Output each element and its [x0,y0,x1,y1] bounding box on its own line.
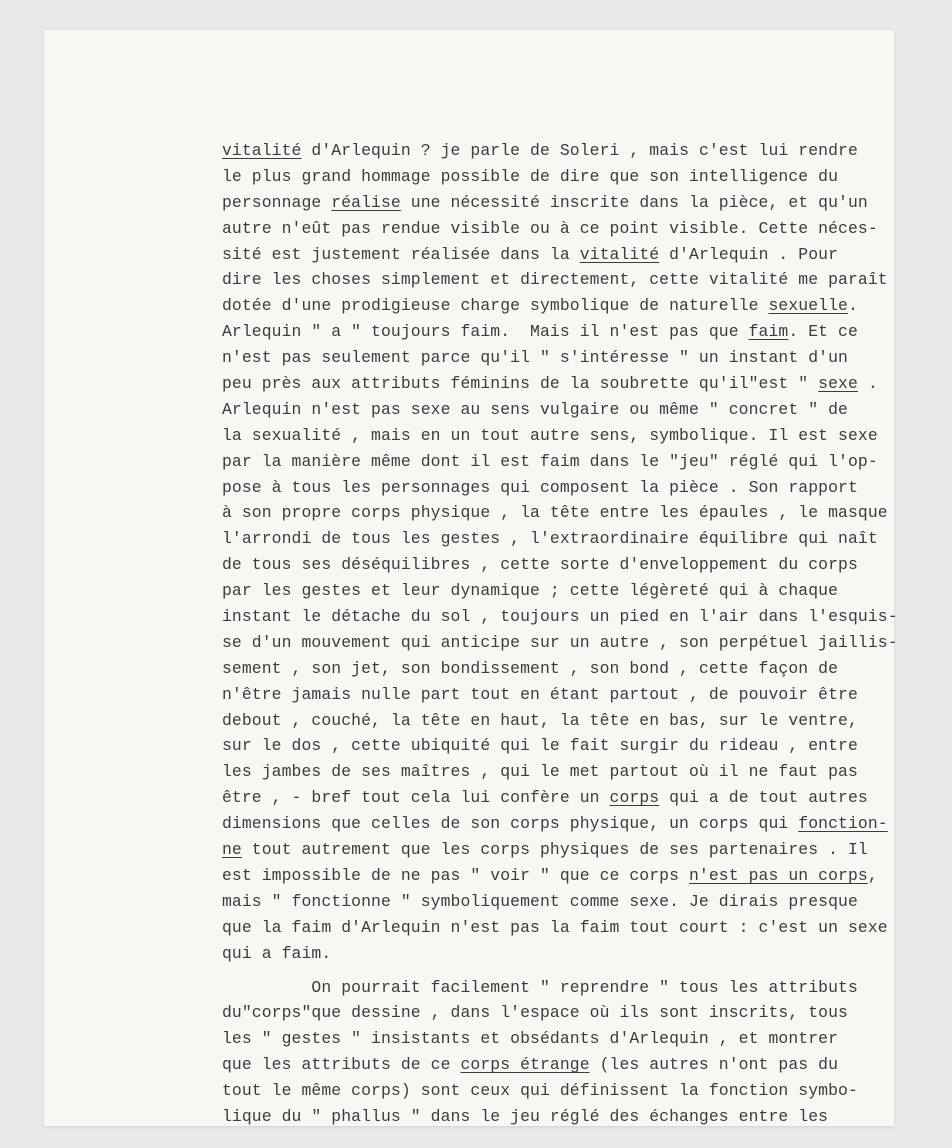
text-run: à son propre corps physique , la tête entre les épaules , le masque [222,503,888,523]
text-line [222,682,898,708]
text-run: l'arrondi de tous les gestes , l'extraordinaire équilibre qui naît [222,529,878,549]
paragraph-gap [222,967,898,975]
text-line [222,138,898,164]
text-line [222,941,898,967]
text-run: dire les choses simplement et directement, cette vitalité me paraît [222,270,888,290]
text-run: est impossible de ne pas " voir " que ce corps [222,865,689,885]
text-run: que la faim d'Arlequin n'est pas la faim tout court : c'est un sexe [222,917,888,937]
underlined-word: sexuelle [768,296,848,316]
text-run: debout , couché, la tête en haut, la tête en bas, sur le ventre, [222,710,858,730]
typewritten-page [44,30,898,1126]
text-line [222,449,898,475]
text-line [222,242,898,268]
underlined-word: faim [748,322,789,342]
text-run: de tous ses déséquilibres , cette sorte d'enveloppement du corps [222,555,858,575]
text-line [222,811,898,837]
text-run: n'être jamais nulle part tout en étant partout , de pouvoir être [222,684,858,704]
text-run: pose à tous les personnages qui composent la pièce . Son rapport [222,477,858,497]
text-run: que les attributs de ce [222,1055,461,1075]
text-run: dimensions que celles de son corps physique, un corps qui [222,814,799,834]
text-line [222,552,898,578]
underlined-word: ne [222,840,242,860]
text-run: mais " fonctionne " symboliquement comme sexe. Je dirais presque [222,891,858,911]
underlined-word: réalise [331,192,401,212]
text-run: sur le dos , cette ubiquité qui le fait surgir du rideau , entre [222,736,858,756]
text-run: la sexualité , mais en un tout autre sens, symbolique. Il est sexe [222,425,878,445]
text-run: Arlequin " a " toujours faim. Mais il n'est pas que [222,322,749,342]
text-line [222,267,898,293]
text-run: instant le détache du sol , toujours un pied en l'air dans l'esquis- [222,607,898,627]
text-run: autre n'eût pas rendue visible ou à ce point visible. Cette néces- [222,218,878,238]
text-run: tout autrement que les corps physiques de ses partenaires . Il [241,840,868,860]
text-line [222,759,898,785]
text-run: . [847,296,858,316]
text-line [222,1026,898,1052]
text-line [222,397,898,423]
text-run: les " gestes " insistants et obsédants d'Arlequin , et montrer [222,1029,839,1049]
text-run: personnage [222,192,332,212]
text-line [222,345,898,371]
text-run: (les autres n'ont pas du [589,1055,839,1075]
underlined-word: vitalité [579,244,660,264]
text-run: par les gestes et leur dynamique ; cette légèreté qui à chaque [222,581,839,601]
text-run: Arlequin n'est pas sexe au sens vulgaire ou même " concret " de [222,399,848,419]
text-line [222,915,898,941]
text-run: d'Arlequin . Pour [659,244,839,264]
text-line [222,656,898,682]
text-run: du"corps"que dessine , dans l'espace où ils sont inscrits, tous [222,1003,848,1023]
underlined-word: fonction- [798,814,888,834]
text-line [222,423,898,449]
text-run: par la manière même dont il est faim dans le "jeu" réglé qui l'op- [222,451,878,471]
underlined-word: n'est pas un corps [689,865,868,885]
text-run: . Et ce [788,322,858,342]
text-run: n'est pas seulement parce qu'il " s'intéresse " un instant d'un [222,348,848,368]
text-line [222,1052,898,1078]
paragraph-1 [222,138,898,967]
text-line [222,1000,898,1026]
text-line [222,1104,898,1130]
text-run: lique du " phallus " dans le jeu réglé des échanges entre les [222,1106,829,1126]
text-line [222,1078,898,1104]
text-line [222,975,898,1001]
text-line [222,733,898,759]
text-run: tout le même corps) sont ceux qui définissent la fonction symbo- [222,1081,858,1101]
text-run: sité est justement réalisée dans la [222,244,580,264]
text-run: sement , son jet, son bondissement , son bond , cette façon de [222,658,839,678]
text-run: les jambes de ses maîtres , qui le met partout où il ne faut pas [222,762,858,782]
text-line [222,293,898,319]
text-run: , [867,865,878,885]
text-run: . [857,374,878,394]
text-run: dotée d'une prodigieuse charge symbolique de naturelle [222,296,769,316]
text-run: une nécessité inscrite dans la pièce, et qu'un [400,192,868,212]
text-run: qui a de tout autres [659,788,868,808]
underlined-word: corps étrange [460,1055,590,1075]
typewritten-text [222,138,898,1130]
text-line [222,785,898,811]
text-run: On pourrait facilement " reprendre " tous les attributs [222,977,858,997]
text-line [222,190,898,216]
text-line [222,371,898,397]
text-run: se d'un mouvement qui anticipe sur un autre , son perpétuel jaillis- [222,632,898,652]
paragraph-2 [222,975,898,1130]
text-line [222,837,898,863]
underlined-word: corps [609,788,660,808]
text-line [222,863,898,889]
text-run: peu près aux attributs féminins de la soubrette qu'il"est " [222,374,819,394]
text-line [222,500,898,526]
text-line [222,216,898,242]
underlined-word: sexe [818,374,858,394]
text-line [222,319,898,345]
text-line [222,526,898,552]
text-run: qui a faim. [222,943,332,963]
text-line [222,630,898,656]
text-line [222,708,898,734]
text-run: d'Arlequin ? je parle de Soleri , mais c'est lui rendre [301,141,858,160]
text-line [222,475,898,501]
text-line [222,889,898,915]
text-line [222,578,898,604]
text-run: être , - bref tout cela lui confère un [222,788,610,808]
text-run: le plus grand hommage possible de dire que son intelligence du [222,166,839,186]
text-line [222,604,898,630]
text-line [222,164,898,190]
underlined-word: vitalité [222,141,302,160]
